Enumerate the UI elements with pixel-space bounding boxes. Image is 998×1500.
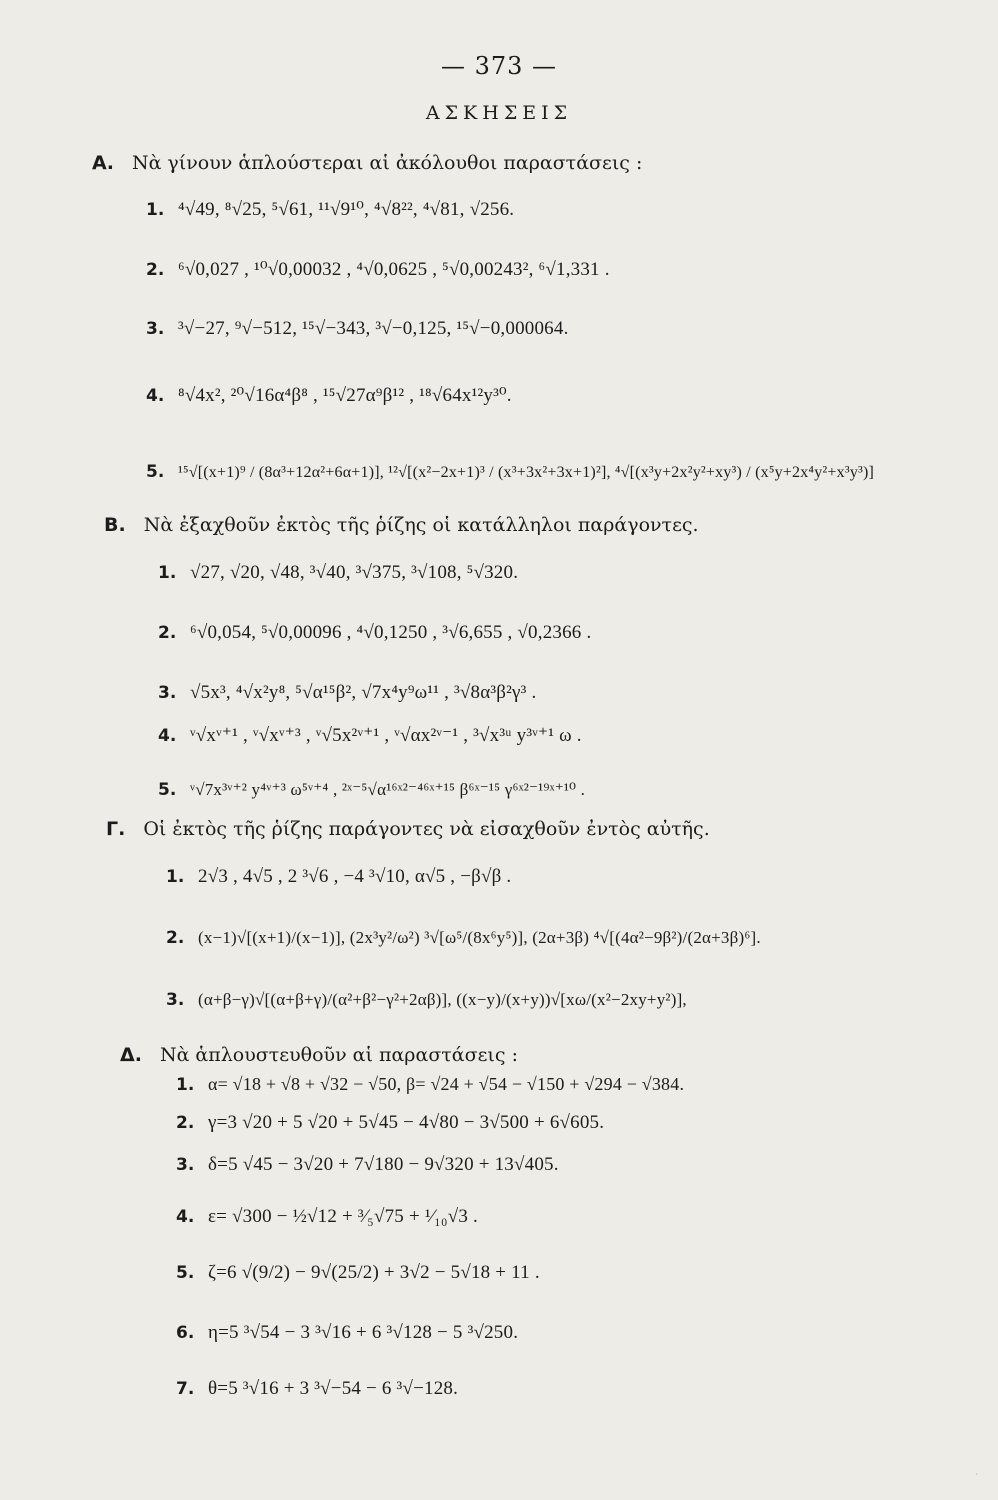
exercise-a5: 5. ¹⁵√[(x+1)⁹ / (8α³+12α²+6α+1)], ¹²√[(x²−2x+1)³ / (x³+3x²+3x+1)²], ⁴√[(x³y+2x²y²+xy³) / (x⁵y+2x⁴y²+x³y³)] bbox=[146, 462, 875, 482]
exercise-c3: 3. (α+β−γ)√[(α+β+γ)/(α²+β²−γ²+2αβ)], ((x−y)/(x+y))√[xω/(x²−2xy+y²)], bbox=[166, 990, 687, 1010]
exercise-c2: 2. (x−1)√[(x+1)/(x−1)], (2x³y²/ω²) ³√[ω⁵/(8x⁶y⁵)], (2α+3β) ⁴√[(4α²−9β²)/(2α+3β)⁶]. bbox=[166, 928, 761, 948]
exercise-c1: 1. 2√3 , 4√5 , 2 ³√6 , −4 ³√10, α√5 , −β√β . bbox=[166, 866, 512, 887]
exercise-b4: 4. ᵛ√xᵛ⁺¹ , ᵛ√xᵛ⁺³ , ᵛ√5x²ᵛ⁺¹ , ᵛ√αx²ᵛ⁻¹ , ³√x³ᵘ y³ᵛ⁺¹ ω . bbox=[158, 725, 582, 746]
exercise-a3: 3. ³√−27, ⁹√−512, ¹⁵√−343, ³√−0,125, ¹⁵√−0,000064. bbox=[146, 318, 569, 339]
exercise-d5: 5. ζ=6 √(9/2) − 9√(25/2) + 3√2 − 5√18 + 11 . bbox=[176, 1262, 540, 1283]
section-a-letter: Α. bbox=[92, 152, 114, 174]
exercise-d6: 6. η=5 ³√54 − 3 ³√16 + 6 ³√128 − 5 ³√250. bbox=[176, 1322, 519, 1343]
exercise-d7: 7. θ=5 ³√16 + 3 ³√−54 − 6 ³√−128. bbox=[176, 1378, 459, 1399]
section-d-heading bbox=[120, 1044, 518, 1066]
section-a-text: Νὰ γίνουν ἁπλούστεραι αἱ ἀκόλουθοι παραστάσεις : bbox=[131, 152, 643, 174]
section-b-heading bbox=[104, 514, 699, 536]
exercise-d4: 4. ε= √300 − ½√12 + ³⁄₅√75 + ¹⁄₁₀√3 . bbox=[176, 1206, 478, 1227]
section-c-heading bbox=[106, 818, 710, 840]
exercise-b1: 1. √27, √20, √48, ³√40, ³√375, ³√108, ⁵√320. bbox=[158, 562, 519, 583]
exercise-b5: 5. ᵛ√7x³ᵛ⁺² y⁴ᵛ⁺³ ω⁵ᵛ⁺⁴ , ²ˣ⁻⁵√α¹⁶ˣ²⁻⁴⁶ˣ⁺¹⁵ β⁶ˣ⁻¹⁵ γ⁶ˣ²⁻¹⁹ˣ⁺¹⁰ . bbox=[158, 780, 586, 800]
exercise-b3: 3. √5x³, ⁴√x²y⁸, ⁵√α¹⁵β², √7x⁴y⁹ω¹¹ , ³√8α³β²γ³ . bbox=[158, 682, 537, 703]
exercise-b2: 2. ⁶√0,054, ⁵√0,00096 , ⁴√0,1250 , ³√6,655 , √0,2366 . bbox=[158, 622, 592, 643]
page-number: — 373 — bbox=[440, 52, 558, 80]
page-title: ΑΣΚΗΣΕΙΣ bbox=[425, 102, 573, 124]
exercise-d1: 1. α= √18 + √8 + √32 − √50, β= √24 + √54 − √150 + √294 − √384. bbox=[176, 1074, 685, 1095]
exercise-a1: 1. ⁴√49, ⁸√25, ⁵√61, ¹¹√9¹⁰, ⁴√8²², ⁴√81, √256. bbox=[146, 199, 515, 220]
exercise-d3: 3. δ=5 √45 − 3√20 + 7√180 − 9√320 + 13√405. bbox=[176, 1154, 559, 1175]
exercise-a4: 4. ⁸√4x², ²⁰√16α⁴β⁸ , ¹⁵√27α⁹β¹² , ¹⁸√64x¹²y³⁰. bbox=[146, 385, 512, 406]
section-a-heading bbox=[92, 152, 642, 174]
section-b-letter: Β. bbox=[104, 514, 126, 536]
exercise-d2: 2. γ=3 √20 + 5 √20 + 5√45 − 4√80 − 3√500 + 6√605. bbox=[176, 1112, 605, 1133]
section-c-letter: Γ. bbox=[106, 818, 126, 840]
exercise-a2: 2. ⁶√0,027 , ¹⁰√0,00032 , ⁴√0,0625 , ⁵√0,00243², ⁶√1,331 . bbox=[146, 259, 610, 280]
section-d-text: Νὰ ἁπλουστευθοῦν αἱ παραστάσεις : bbox=[159, 1044, 518, 1066]
section-d-letter: Δ. bbox=[120, 1044, 142, 1066]
print-speck: · bbox=[975, 1470, 978, 1479]
section-b-text: Νὰ ἐξαχθοῦν ἐκτὸς τῆς ῥίζης οἱ κατάλληλοι παράγοντες. bbox=[143, 514, 699, 536]
section-c-text: Οἱ ἐκτὸς τῆς ῥίζης παράγοντες νὰ εἰσαχθοῦν ἐντὸς αὐτῆς. bbox=[143, 818, 710, 840]
